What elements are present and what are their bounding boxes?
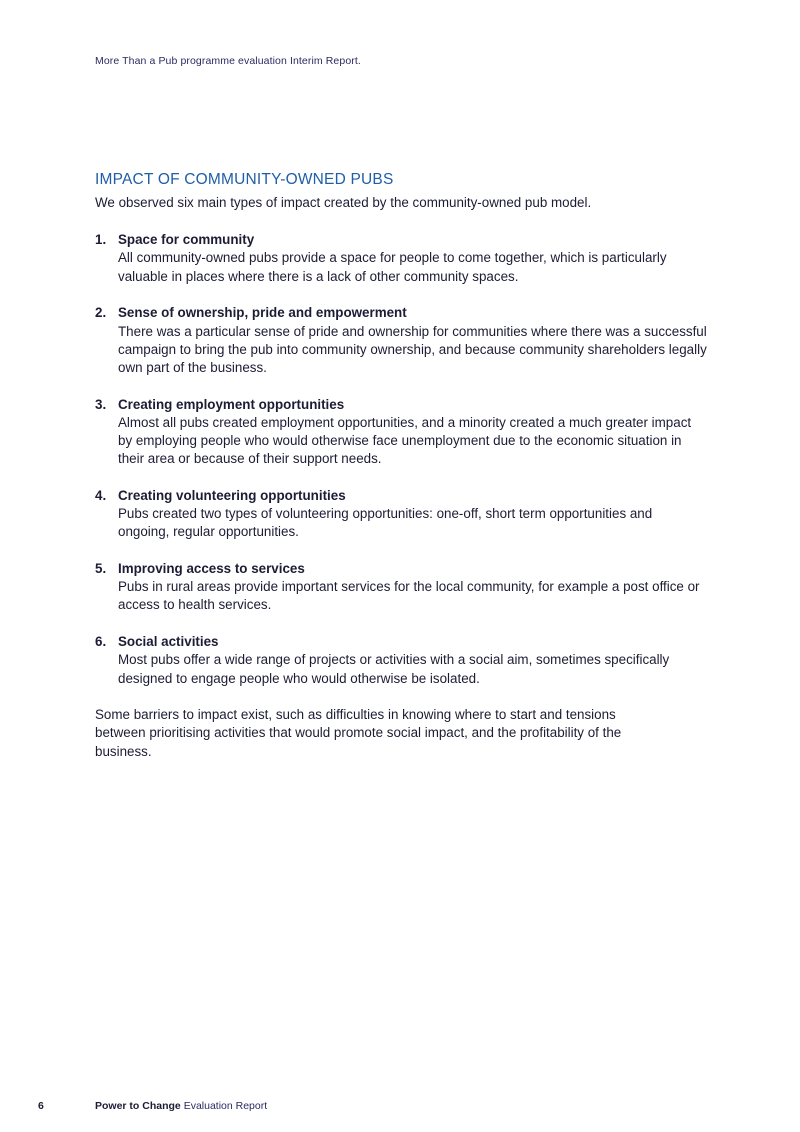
impact-number: 3. (95, 396, 107, 412)
impact-item-social-activities (95, 633, 707, 688)
impact-number: 2. (95, 305, 107, 321)
impact-description: There was a particular sense of pride and ownership for communities where there was a successful campaign to bring the pub into community ownership, and because community shareholders legally own part of the business. (118, 323, 707, 375)
impact-description: Pubs in rural areas provide important services for the local community, for example a post office or access to health services. (118, 579, 700, 613)
impact-number: 5. (95, 561, 107, 577)
impact-item-access-to-services (95, 560, 707, 615)
impact-description: Almost all pubs created employment opportunities, and a minority created a much greater impact by employing people who would otherwise face unemployment due to the economic situation in their area or because of their support needs. (118, 414, 692, 467)
impact-title: Creating employment opportunities (118, 396, 345, 412)
page-number: 6 (38, 1100, 44, 1112)
impact-description: Most pubs offer a wide range of projects or activities with a social aim, sometimes specifically designed to engage people who would otherwise be isolated. (118, 652, 670, 686)
impact-title: Improving access to services (118, 561, 305, 577)
impact-item-space-for-community (95, 231, 707, 286)
impact-number: 4. (95, 487, 107, 503)
footer-brand-name: Power to Change (95, 1100, 181, 1112)
intro-paragraph: We observed six main types of impact created by the community-owned pub model. (95, 195, 592, 210)
footer-report-label: Evaluation Report (183, 1100, 268, 1112)
footer-brand (95, 1100, 267, 1112)
running-header: More Than a Pub programme evaluation Interim Report. (95, 55, 361, 67)
section-title: IMPACT OF COMMUNITY-OWNED PUBS (95, 171, 394, 188)
main-content (95, 170, 707, 761)
impact-number: 6. (95, 634, 107, 650)
impact-description: All community-owned pubs provide a space for people to come together, which is particularly valuable in places where there is a lack of other community spaces. (118, 250, 667, 284)
closing-paragraph: Some barriers to impact exist, such as difficulties in knowing where to start and tensions between prioritising activities that would promote social impact, and the profitability of the business. (95, 707, 622, 759)
impact-item-sense-of-ownership (95, 304, 707, 377)
impact-title: Social activities (118, 634, 219, 650)
impact-title: Creating volunteering opportunities (118, 487, 346, 503)
impact-item-volunteering-opportunities (95, 487, 707, 542)
impact-title: Sense of ownership, pride and empowerment (118, 305, 407, 321)
impact-description: Pubs created two types of volunteering opportunities: one-off, short term opportunities and ongoing, regular opportunities. (118, 506, 653, 540)
impact-number: 1. (95, 232, 107, 248)
impact-list (95, 231, 707, 688)
impact-title: Space for community (118, 232, 255, 248)
page-footer (0, 1100, 800, 1116)
impact-item-employment-opportunities (95, 396, 707, 469)
